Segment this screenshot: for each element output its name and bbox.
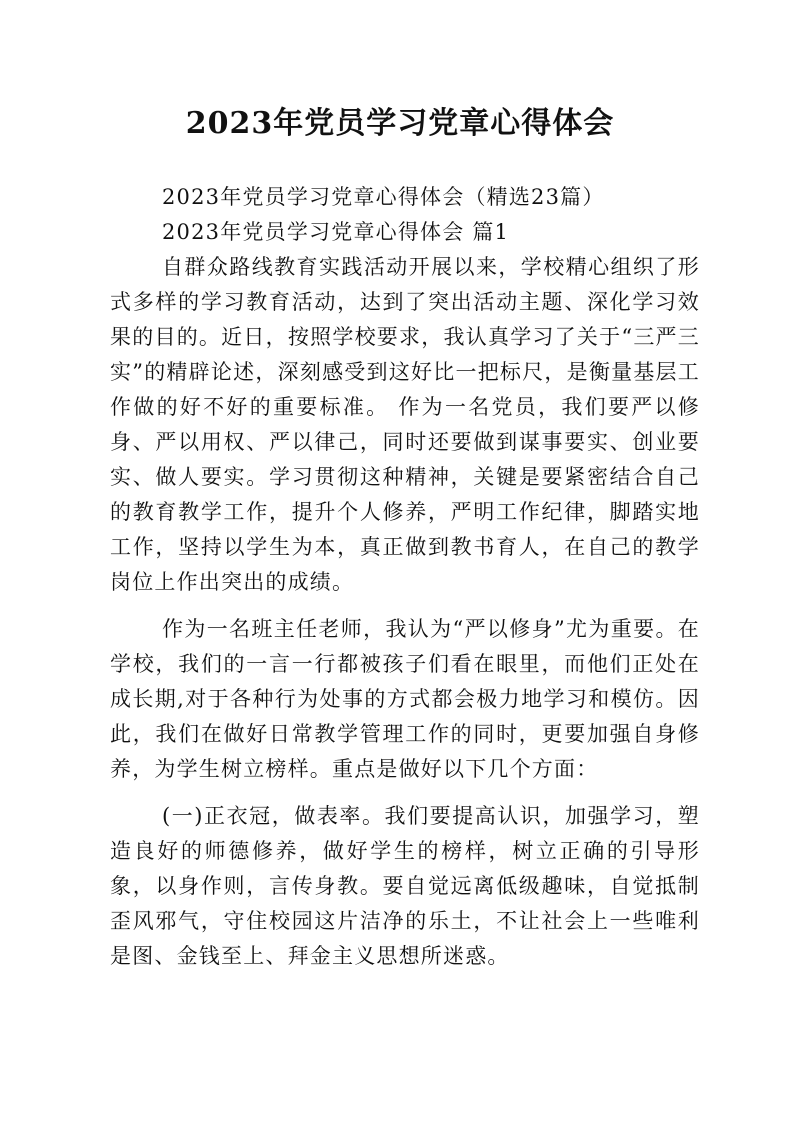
document-title: 2023年党员学习党章心得体会 <box>185 106 615 141</box>
paragraph-1: 自群众路线教育实践活动开展以来，学校精心组织了形式多样的学习教育活动，达到了突出活动主题、深化学习效果的目的。近日，按照学校要求，我认真学习了关于“三严三实”的精辟论述，深刻感受到这好比一把标尺，是衡量基层工作做的好不好的重要标准。 作为一名党员，我们要严以修身、严以用权、严以律己，同时还要做到谋事要实、创业要实、做人要实。学习贯彻这种精神，关键是要紧密结合自己的教育教学工作，提升个人修养，严明工作纪律，脚踏实地工作，坚持以学生为本，真正做到教书育人，在自己的教学岗位上作出突出的成绩。 <box>110 255 700 594</box>
document-body <box>110 180 700 986</box>
paragraph-3: (一)正衣冠，做表率。我们要提高认识，加强学习，塑造良好的师德修养，做好学生的榜样，树立正确的引导形象，以身作则，言传身教。要自觉远离低级趣味，自觉抵制歪风邪气，守住校园这片洁净的乐土，不让社会上一些唯利是图、金钱至上、拜金主义思想所迷惑。 <box>110 804 700 968</box>
document-subtitle: 2023年党员学习党章心得体会（精选23篇） <box>162 185 605 209</box>
section-heading: 2023年党员学习党章心得体会 篇1 <box>162 220 510 244</box>
paragraph-2: 作为一名班主任老师，我认为“严以修身”尤为重要。在学校，我们的一言一行都被孩子们看在眼里，而他们正处在成长期,对于各种行为处事的方式都会极力地学习和模仿。因此，我们在做好日常教学管理工作的同时，更要加强自身修养，为学生树立榜样。重点是做好以下几个方面： <box>110 617 700 781</box>
